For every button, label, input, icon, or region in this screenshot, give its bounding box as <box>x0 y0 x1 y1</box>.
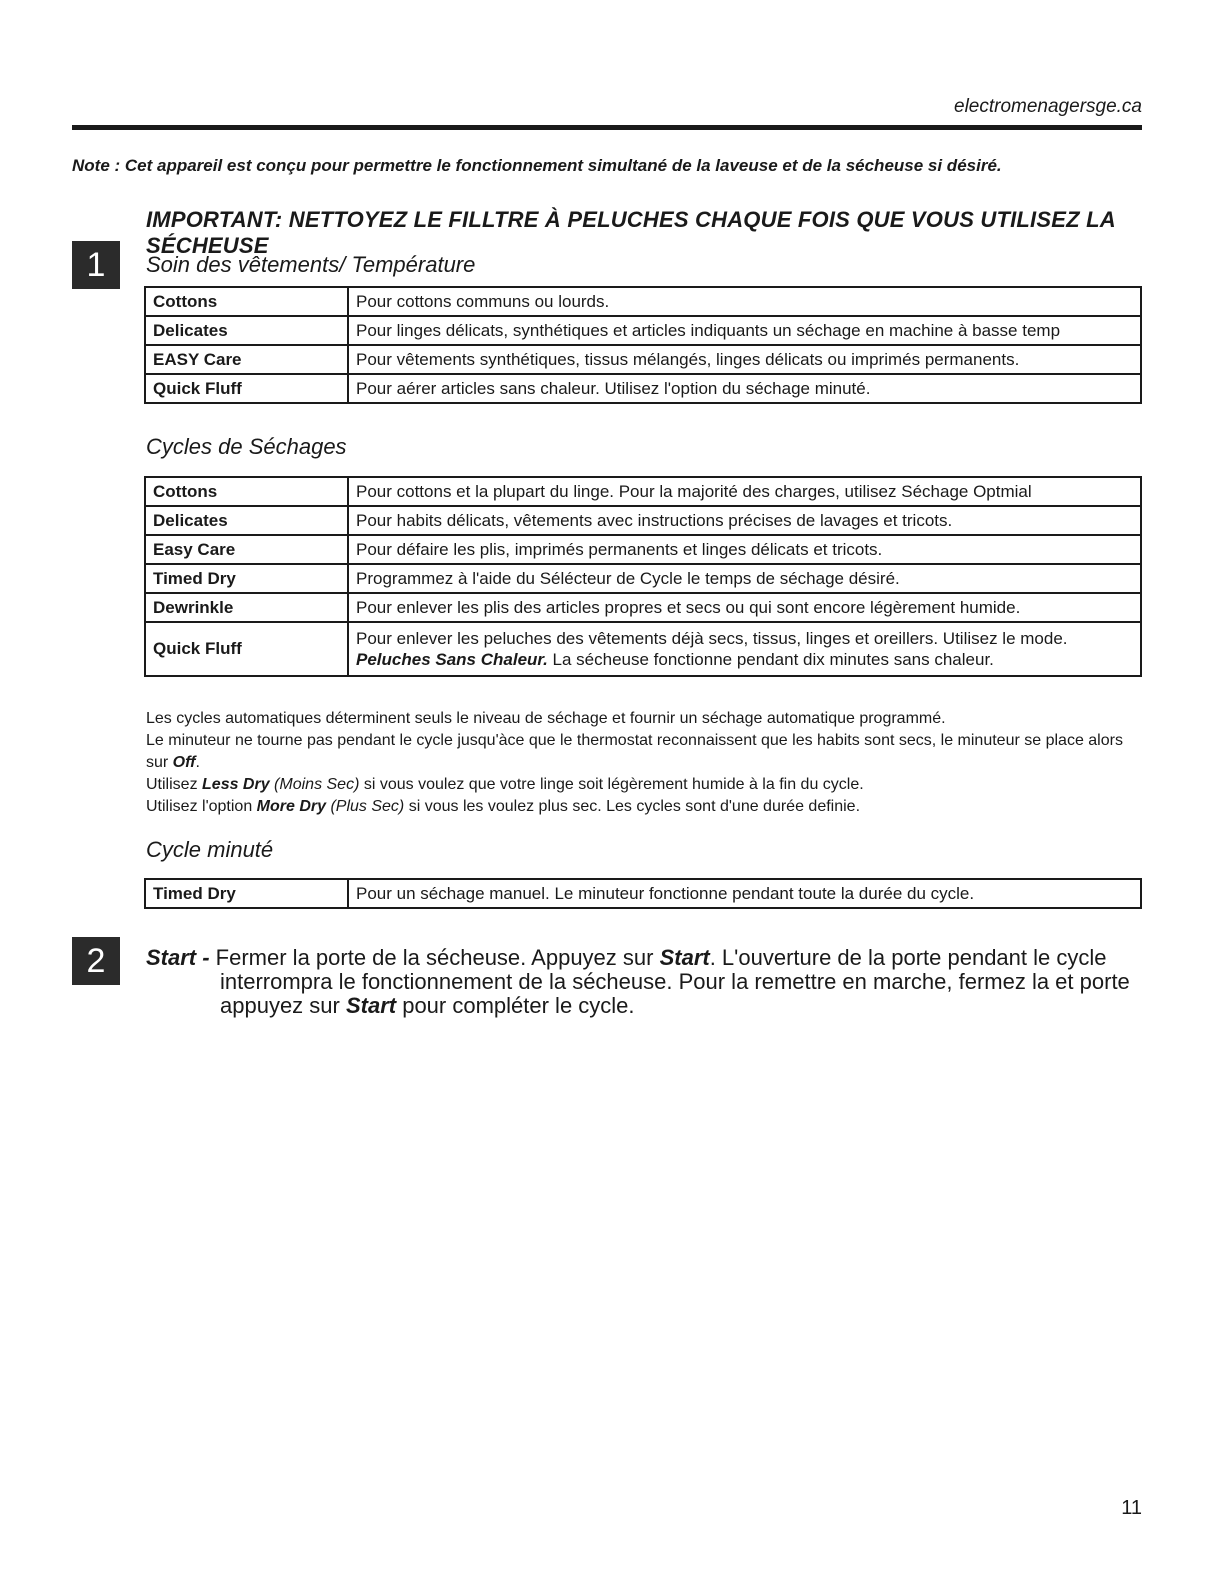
row-desc: Pour enlever les plis des articles propres et secs ou qui sont encore légèrement humide. <box>348 593 1141 622</box>
dry-cycles-table <box>144 476 1142 677</box>
start-keyword: Start <box>659 945 710 970</box>
table-row <box>145 374 1141 403</box>
timed-cycle-table <box>144 878 1142 909</box>
auto-line-4: Utilisez l'option More Dry (Plus Sec) si vous les voulez plus sec. Les cycles sont d'une durée definie. <box>146 798 861 815</box>
quick-fluff-mode: Peluches Sans Chaleur. <box>356 650 548 669</box>
start-label: Start - <box>146 945 210 970</box>
note-text: Note : Cet appareil est conçu pour permettre le fonctionnement simultané de la laveuse et de la sécheuse si désiré. <box>72 156 1002 175</box>
row-name: Dewrinkle <box>145 593 348 622</box>
important-heading: IMPORTANT: NETTOYEZ LE FILLTRE À PELUCHES CHAQUE FOIS QUE VOUS UTILISEZ LA SÉCHEUSE <box>146 207 1115 258</box>
row-desc: Programmez à l'aide du Sélécteur de Cycle le temps de séchage désiré. <box>348 564 1141 593</box>
row-desc: Pour habits délicats, vêtements avec instructions précises de lavages et tricots. <box>348 506 1141 535</box>
table-row <box>145 506 1141 535</box>
quick-fluff-desc-b: La sécheuse fonctionne pendant dix minutes sans chaleur. <box>547 650 994 669</box>
row-desc <box>348 622 1141 676</box>
row-name: EASY Care <box>145 345 348 374</box>
row-desc: Pour un séchage manuel. Le minuteur fonctionne pendant toute la durée du cycle. <box>348 879 1141 908</box>
row-desc: Pour vêtements synthétiques, tissus mélangés, linges délicats ou imprimés permanents. <box>348 345 1141 374</box>
table-row <box>145 535 1141 564</box>
table-row <box>145 316 1141 345</box>
table-row <box>145 879 1141 908</box>
step-2-badge: 2 <box>72 937 120 985</box>
row-name: Timed Dry <box>145 564 348 593</box>
row-desc: Pour aérer articles sans chaleur. Utilisez l'option du séchage minuté. <box>348 374 1141 403</box>
table-row <box>145 593 1141 622</box>
row-name: Timed Dry <box>145 879 348 908</box>
row-desc: Pour linges délicats, synthétiques et articles indiquants un séchage en machine à basse temp <box>348 316 1141 345</box>
table-row <box>145 564 1141 593</box>
auto-line-2: Le minuteur ne tourne pas pendant le cycle jusqu'àce que le thermostat reconnaissent que les habits sont secs, le minuteur se place alors sur Off. <box>146 732 1123 771</box>
website-url: electromenagersge.ca <box>954 96 1142 117</box>
start-line-1: Start - Fermer la porte de la sécheuse. Appuyez sur Start. L'ouverture de la porte pendant le cycle <box>146 945 1107 970</box>
table-row <box>145 477 1141 506</box>
table-row <box>145 287 1141 316</box>
row-desc: Pour défaire les plis, imprimés permanents et linges délicats et tricots. <box>348 535 1141 564</box>
auto-line-1: Les cycles automatiques déterminent seuls le niveau de séchage et fournir un séchage automatique programmé. <box>146 710 946 727</box>
row-name: Delicates <box>145 316 348 345</box>
table-row <box>145 345 1141 374</box>
start-instructions <box>146 946 1136 1018</box>
row-name: Delicates <box>145 506 348 535</box>
page-number: 11 <box>1121 1497 1142 1519</box>
row-name: Easy Care <box>145 535 348 564</box>
dry-cycles-title: Cycles de Séchages <box>146 434 347 459</box>
start-line-2: interrompra le fonctionnement de la sécheuse. Pour la remettre en marche, fermez la et porte appuyez sur Start pour compléter le cycle. <box>220 969 1130 1018</box>
quick-fluff-desc-a: Pour enlever les peluches des vêtements déjà secs, tissus, linges et oreillers. Utilisez le mode. <box>356 629 1068 648</box>
row-desc: Pour cottons et la plupart du linge. Pour la majorité des charges, utilisez Séchage Optmial <box>348 477 1141 506</box>
row-name: Cottons <box>145 477 348 506</box>
row-name: Cottons <box>145 287 348 316</box>
row-desc: Pour cottons communs ou lourds. <box>348 287 1141 316</box>
auto-cycles-paragraph <box>146 708 1126 818</box>
row-name: Quick Fluff <box>145 622 348 676</box>
fabric-care-table <box>144 286 1142 404</box>
step-1-badge: 1 <box>72 241 120 289</box>
timed-cycle-title: Cycle minuté <box>146 837 274 862</box>
table-row <box>145 622 1141 676</box>
row-name: Quick Fluff <box>145 374 348 403</box>
fabric-care-title: Soin des vêtements/ Température <box>146 252 476 277</box>
start-keyword: Start <box>345 993 397 1018</box>
auto-line-3: Utilisez Less Dry (Moins Sec) si vous voulez que votre linge soit légèrement humide à la fin du cycle. <box>146 776 864 793</box>
header-rule <box>72 125 1142 130</box>
